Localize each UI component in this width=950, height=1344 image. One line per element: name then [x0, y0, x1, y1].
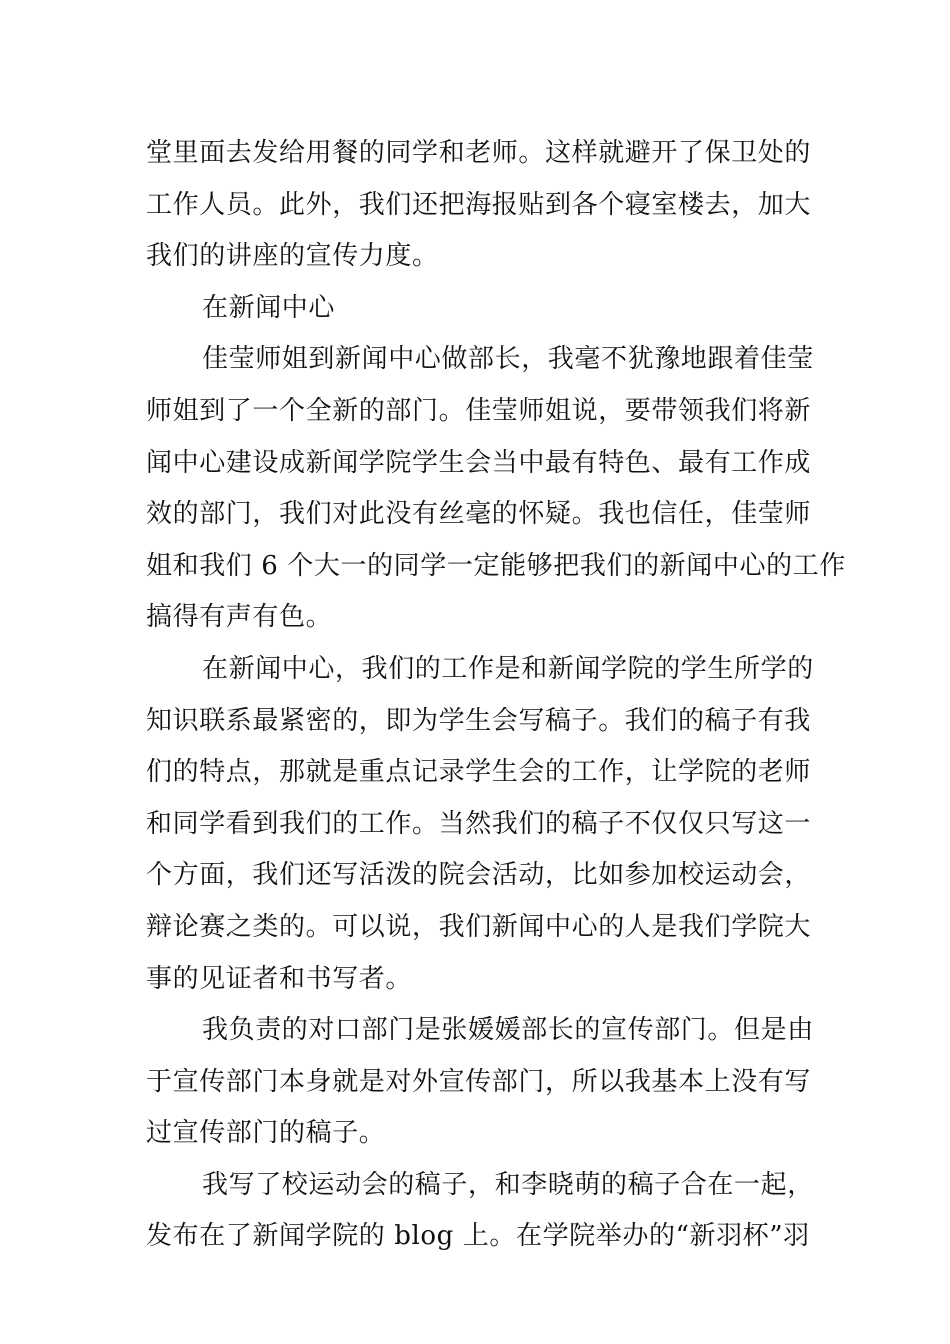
text-line: 我负责的对口部门是张媛媛部长的宣传部门。但是由	[202, 1015, 814, 1046]
text-line: 知识联系最紧密的，即为学生会写稿子。我们的稿子有我	[146, 705, 812, 736]
text-line: 工作人员。此外，我们还把海报贴到各个寝室楼去，加大	[146, 189, 812, 220]
paragraph	[146, 644, 814, 1005]
text-line: 在新闻中心，我们的工作是和新闻学院的学生所学的	[202, 653, 814, 684]
paragraph	[146, 128, 812, 283]
text-line: 效的部门，我们对此没有丝毫的怀疑。我也信任，佳莹师	[146, 499, 812, 530]
text-line: 堂里面去发给用餐的同学和老师。这样就避开了保卫处的	[146, 138, 812, 168]
text-line: 事的见证者和书写者。	[146, 963, 413, 994]
text-line: 我们的讲座的宣传力度。	[146, 241, 439, 272]
paragraph	[146, 1005, 814, 1160]
text-line: 闻中心建设成新闻学院学生会当中最有特色、最有工作成	[146, 447, 812, 478]
text-line: 搞得有声有色。	[146, 602, 333, 633]
text-line: 过宣传部门的稿子。	[146, 1118, 386, 1149]
text-line: 在新闻中心	[202, 292, 336, 323]
text-line: 辩论赛之类的。可以说，我们新闻中心的人是我们学院大	[146, 911, 812, 942]
text-line: 和同学看到我们的工作。当然我们的稿子不仅仅只写这一	[146, 808, 812, 839]
paragraph	[146, 1160, 814, 1263]
text-line: 于宣传部门本身就是对外宣传部门，所以我基本上没有写	[146, 1066, 812, 1097]
paragraph	[146, 334, 846, 644]
text-line: 师姐到了一个全新的部门。佳莹师姐说，要带领我们将新	[146, 395, 812, 426]
text-line: 个方面，我们还写活泼的院会活动，比如参加校运动会，	[146, 860, 812, 891]
document-body	[146, 128, 846, 1263]
text-line: 发布在了新闻学院的 blog 上。在学院举办的“新羽杯”羽	[146, 1221, 810, 1252]
text-line: 佳莹师姐到新闻中心做部长，我毫不犹豫地跟着佳莹	[202, 344, 814, 375]
section-heading	[146, 283, 806, 335]
text-line: 们的特点，那就是重点记录学生会的工作，让学院的老师	[146, 757, 812, 788]
text-line: 我写了校运动会的稿子，和李晓萌的稿子合在一起，	[202, 1169, 814, 1200]
text-line: 姐和我们 6 个大一的同学一定能够把我们的新闻中心的工作	[146, 550, 846, 581]
